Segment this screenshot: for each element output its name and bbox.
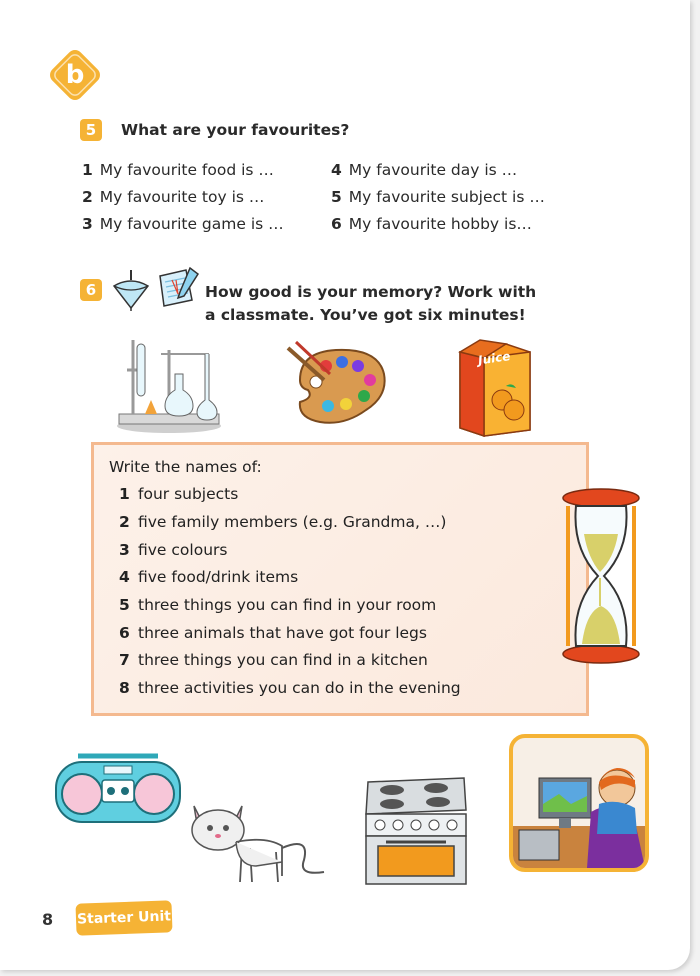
- exercise-6-title-line-1: How good is your memory? Work with: [205, 283, 537, 301]
- memory-task-item: 6 three animals that have got four legs: [119, 624, 427, 642]
- boy-computer-illustration: [509, 734, 649, 872]
- boy-computer-drawing: [513, 738, 645, 868]
- memory-task-intro: Write the names of:: [109, 458, 262, 476]
- memory-task-item: 8 three activities you can do in the evening: [119, 679, 461, 697]
- exercise-5-title: What are your favourites?: [121, 121, 350, 139]
- lab-equipment-illustration: [113, 330, 225, 434]
- page-number: 8: [42, 910, 54, 929]
- radio-cassette-illustration: [48, 752, 184, 832]
- memory-task-box: [91, 442, 589, 716]
- exercise-6-title-line-2: a classmate. You’ve got six minutes!: [205, 306, 526, 324]
- juice-label: Juice: [477, 349, 512, 368]
- exercise-5-item: 5 My favourite subject is …: [331, 188, 545, 206]
- exercise-5-item: 3 My favourite game is …: [82, 215, 284, 233]
- memory-task-item: 4 five food/drink items: [119, 568, 299, 586]
- exercise-6-number: 6: [80, 279, 102, 301]
- hourglass-illustration: [560, 488, 642, 666]
- level-badge: [44, 44, 106, 106]
- pencil-paper-icon: [154, 266, 200, 310]
- exercise-5-item: 4 My favourite day is …: [331, 161, 518, 179]
- exercise-5-item: 2 My favourite toy is …: [82, 188, 265, 206]
- cat-illustration: [186, 796, 328, 888]
- memory-task-item: 5 three things you can find in your room: [119, 596, 437, 614]
- exercise-5-number: 5: [80, 119, 102, 141]
- memory-task-item: 7 three things you can find in a kitchen: [119, 651, 428, 669]
- cooker-illustration: [362, 774, 470, 890]
- exercise-5-item: 6 My favourite hobby is…: [331, 215, 532, 233]
- paint-palette-illustration: [286, 340, 390, 430]
- memory-task-item: 1 four subjects: [119, 485, 239, 503]
- exercise-5-item: 1 My favourite food is …: [82, 161, 274, 179]
- memory-task-item: 3 five colours: [119, 541, 228, 559]
- level-letter: b: [65, 60, 85, 90]
- unit-label: Starter Unit: [75, 900, 172, 935]
- memory-task-item: 2 five family members (e.g. Grandma, …): [119, 513, 447, 531]
- spinning-top-icon: [110, 268, 152, 312]
